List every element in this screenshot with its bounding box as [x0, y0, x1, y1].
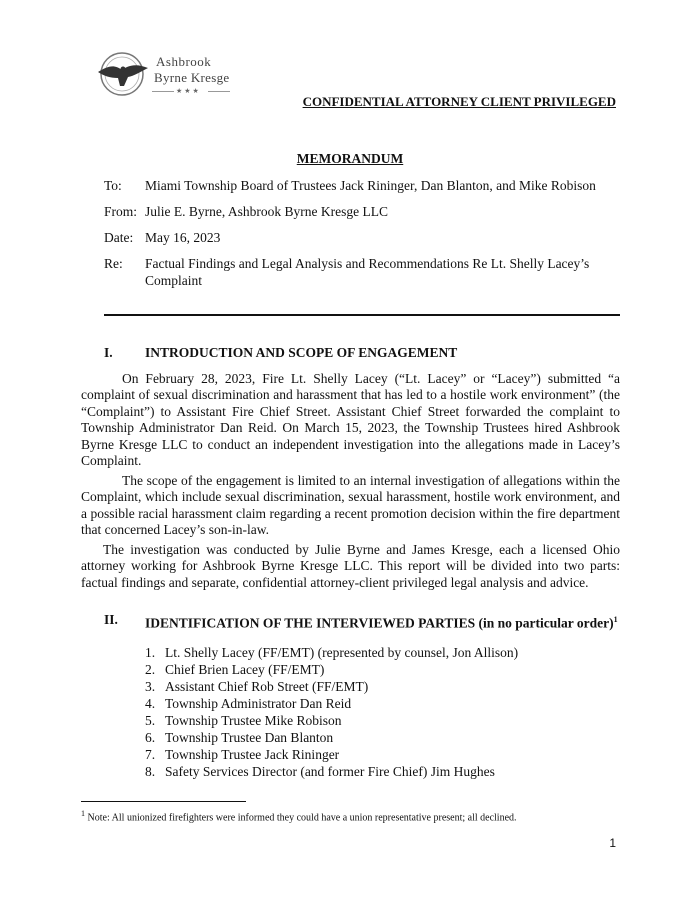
- list-item-text: Township Trustee Dan Blanton: [165, 730, 334, 745]
- logo-rule-left: [152, 91, 174, 92]
- list-item-text: Township Trustee Mike Robison: [165, 713, 342, 728]
- firm-logo: [94, 50, 244, 98]
- footnote-divider: [81, 801, 246, 802]
- list-item-text: Safety Services Director (and former Fire Chief) Jim Hughes: [165, 764, 495, 779]
- footnote-mark: 1: [81, 809, 85, 818]
- list-item-text: Township Trustee Jack Rininger: [165, 747, 340, 762]
- interviewee-list: [145, 644, 518, 780]
- list-item-number: 1.: [145, 645, 156, 660]
- list-item-number: 8.: [145, 764, 156, 779]
- footnote: [81, 809, 517, 823]
- footnote-text: Note: All unionized firefighters were informed they could have a union representative present; all declined.: [87, 812, 517, 824]
- confidential-notice: CONFIDENTIAL ATTORNEY CLIENT PRIVILEGED: [302, 94, 616, 109]
- section-number-1: I.: [104, 345, 113, 360]
- memo-from-label: From:: [104, 204, 138, 219]
- header-divider: [104, 314, 620, 316]
- memo-to-label: To:: [104, 178, 122, 193]
- list-item: [145, 644, 518, 661]
- eagle-seal-icon: [94, 50, 150, 98]
- intro-paragraph-1: On February 28, 2023, Fire Lt. Shelly Lacey (“Lt. Lacey” or “Lacey”) submitted “a complaint of sexual discrimination and harassment that has led to a hostile work environment” (the “Complaint”) to Assistant Fire Chief Street. Assistant Chief Street forwarded the complaint to Township Administrator Dan Reid. On March 15, 2023, the Township Trustees hired Ashbrook Byrne Kresge LLC to conduct an independent investigation into the allegations made in Lacey’s Complaint.: [81, 370, 620, 469]
- section-number-2: II.: [104, 612, 118, 627]
- list-item: [145, 678, 518, 695]
- list-item-number: 7.: [145, 747, 156, 762]
- section-title-1: INTRODUCTION AND SCOPE OF ENGAGEMENT: [145, 345, 458, 360]
- section-title-2-text: IDENTIFICATION OF THE INTERVIEWED PARTIES (in no particular order): [145, 615, 614, 631]
- memo-re-value: Factual Findings and Legal Analysis and Recommendations Re Lt. Shelly Lacey’s Complaint: [145, 256, 590, 288]
- list-item-number: 3.: [145, 679, 156, 694]
- list-item-text: Township Administrator Dan Reid: [165, 696, 352, 711]
- logo-rule-right: [208, 91, 230, 92]
- list-item-number: 2.: [145, 662, 156, 677]
- list-item-number: 4.: [145, 696, 156, 711]
- memo-date-label: Date:: [104, 230, 134, 245]
- section-title-2: [145, 611, 620, 633]
- logo-text-line1: Ashbrook: [156, 54, 212, 69]
- list-item-text: Chief Brien Lacey (FF/EMT): [165, 662, 325, 677]
- list-item: [145, 746, 518, 763]
- list-item-text: Assistant Chief Rob Street (FF/EMT): [165, 679, 369, 694]
- intro-paragraph-3: The investigation was conducted by Julie Byrne and James Kresge, each a licensed Ohio attorney working for Ashbrook Byrne Kresge LLC. This report will be divided into two parts: factual findings and separate, confidential attorney-client privileged legal analysis and advice.: [81, 541, 620, 590]
- page-number: 1: [609, 836, 616, 850]
- list-item-number: 6.: [145, 730, 156, 745]
- page-title: MEMORANDUM: [296, 151, 404, 166]
- memo-from-value: Julie E. Byrne, Ashbrook Byrne Kresge LLC: [145, 204, 388, 219]
- list-item: [145, 763, 518, 780]
- list-item: [145, 712, 518, 729]
- intro-paragraph-2: The scope of the engagement is limited to an internal investigation of allegations within the Complaint, which include sexual discrimination, sexual harassment, hostile work environment, and a possible racial harassment claim regarding a recent promotion decision within the fire department that concerned Lacey’s son-in-law.: [81, 472, 620, 538]
- logo-text-line2: Byrne Kresge: [154, 70, 230, 85]
- list-item-number: 5.: [145, 713, 156, 728]
- list-item-text: Lt. Shelly Lacey (FF/EMT) (represented by counsel, Jon Allison): [165, 645, 519, 660]
- memo-to-value: Miami Township Board of Trustees Jack Rininger, Dan Blanton, and Mike Robison: [145, 178, 596, 193]
- logo-stars: ★★★: [176, 87, 201, 95]
- list-item: [145, 729, 518, 746]
- list-item: [145, 695, 518, 712]
- memo-date-value: May 16, 2023: [145, 230, 221, 245]
- list-item: [145, 661, 518, 678]
- memo-re-label: Re:: [104, 256, 123, 271]
- footnote-reference[interactable]: 1: [613, 615, 618, 624]
